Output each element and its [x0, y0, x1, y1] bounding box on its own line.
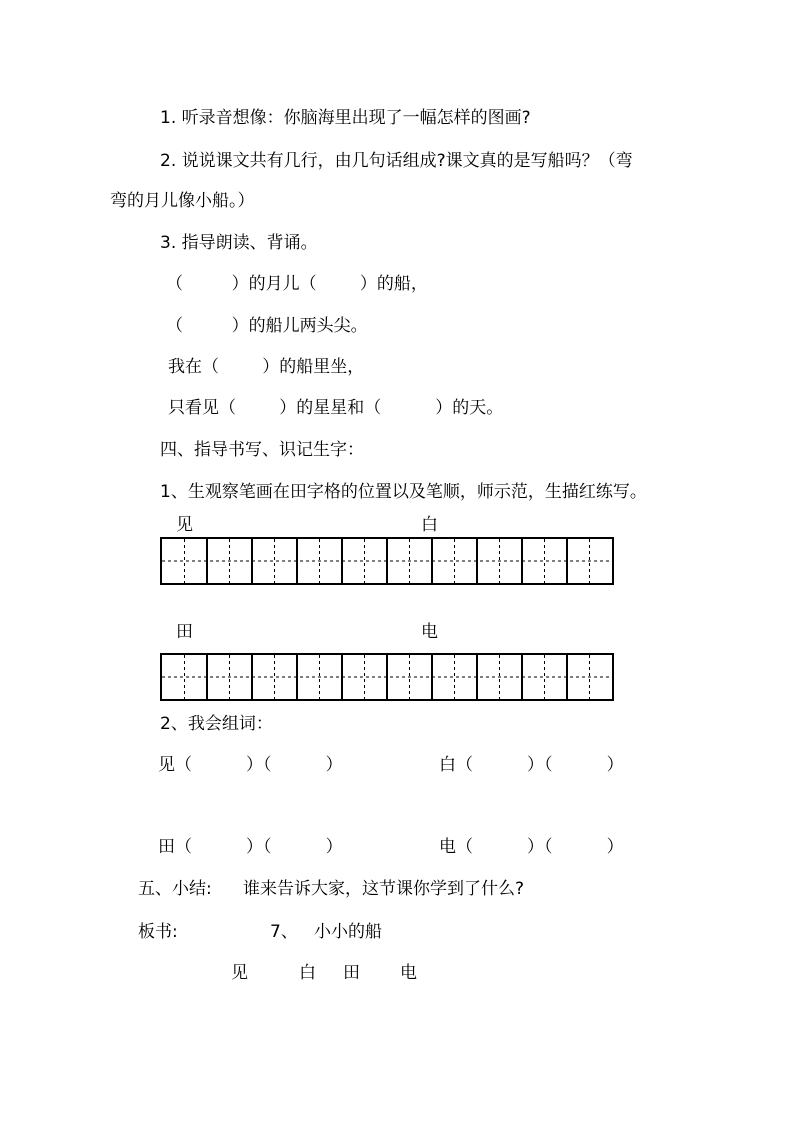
board-char-1: 见	[231, 963, 248, 983]
word-row-1-right: 白（ ）（ ）	[439, 755, 624, 775]
fill-line-1: （ ）的月儿（ ）的船，	[166, 274, 428, 294]
word-row-1-left: 见（ ）（ ）	[158, 755, 343, 775]
q2-text-part1: 2. 说说课文共有几行，由几句话组成?课文真的是写船吗？（弯	[160, 151, 633, 171]
grid-1-left-char: 见	[176, 515, 193, 535]
board-char-3: 田	[343, 963, 360, 983]
tianzige-grid-2[interactable]	[160, 653, 614, 701]
q3-text: 3. 指导朗读、背诵。	[160, 233, 318, 253]
tianzige-grid-1[interactable]	[160, 537, 614, 585]
grid-1-right-char: 白	[421, 515, 438, 535]
section-4-heading: 四、指导书写、识记生字：	[160, 440, 364, 460]
q2-text-part2: 弯的月儿像小船。）	[110, 191, 255, 211]
fill-line-2: （ ）的船儿两头尖。	[166, 316, 368, 336]
fill-line-4: 只看见（ ）的星星和（ ）的天。	[168, 398, 504, 418]
writing-instruction: 1、生观察笔画在田字格的位置以及笔顺，师示范，生描红练写。	[160, 482, 647, 502]
word-building-heading: 2、我会组词：	[160, 714, 273, 734]
word-row-2-left: 田（ ）（ ）	[158, 837, 343, 857]
q1-text: 1. 听录音想像：你脑海里出现了一幅怎样的图画?	[160, 108, 531, 128]
summary-text: 谁来告诉大家，这节课你学到了什么?	[243, 879, 525, 899]
summary-label: 五、小结:	[138, 879, 212, 899]
board-label: 板书:	[138, 922, 178, 942]
fill-line-3: 我在（ ）的船里坐，	[168, 357, 365, 377]
board-char-2: 白	[299, 963, 316, 983]
board-title: 7、 小小的船	[270, 922, 383, 942]
grid-2-lines	[162, 655, 616, 703]
word-row-2-right: 电（ ）（ ）	[439, 837, 624, 857]
grid-1-lines	[162, 539, 616, 587]
grid-2-left-char: 田	[176, 622, 193, 642]
board-char-4: 电	[400, 963, 417, 983]
grid-2-right-char: 电	[421, 622, 438, 642]
